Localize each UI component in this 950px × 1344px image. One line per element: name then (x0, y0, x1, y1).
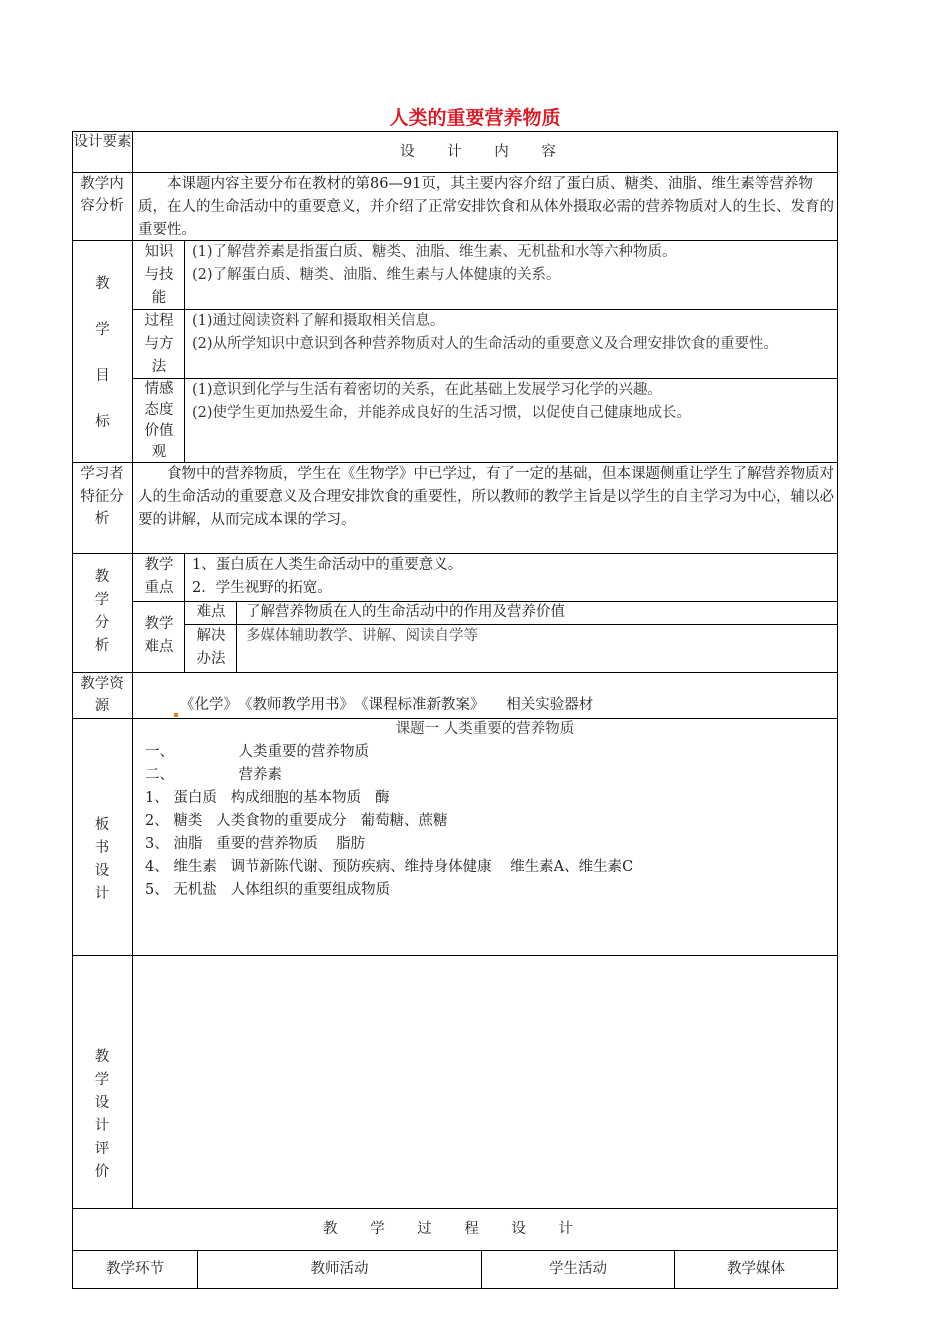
board-label: 板书设计 (94, 817, 110, 902)
header-design-content: 设 计 内 容 (400, 144, 570, 160)
content-analysis-text: 本课题内容主要分布在教材的第86—91页，其主要内容介绍了蛋白质、糖类、油脂、维生素等营养物质，在人的生命活动中的重要意义，并介绍了正常安排饮食和从体外摄取必需的营养物质对人的生长、发育的重要性。 (138, 176, 834, 238)
resources-text: 《化学》 《教师教学用书》 《课程标准新教案》 相关实验器材 (172, 694, 832, 717)
process-title: 教 学 过 程 设 计 (322, 1221, 588, 1237)
difficulty-label: 教学难点 (144, 616, 174, 655)
process-col-media: 教学媒体 (727, 1261, 785, 1277)
learner-text: 食物中的营养物质，学生在《生物学》中已学过，有了一定的基础，但本课题侧重让学生了解营养物质对人的生命活动的重要意义及合理安排饮食的重要性，所以教师的教学主旨是以学生的自主学习为中心，辅以必要的讲解，从而完成本课的学习。 (138, 466, 834, 528)
process-col-student: 学生活动 (549, 1261, 607, 1277)
objective-knowledge-label: 知识与技能 (144, 244, 174, 306)
resources-label: 教学资源 (80, 676, 124, 714)
board-lines: 一、 人类重要的营养物质 二、 营养素 1、 蛋白质 构成细胞的基本物质 酶 2、 糖类 人类食物的重要成分 葡萄糖、蔗糖 3、 油脂 重要的营养物质 脂肪 4、 维生素 调节新陈代谢、预防疾病、维持身体健康 维生素A、维生素C 5、 无机盐 人体组织的重要组成物质 (145, 744, 634, 898)
document-title: 人类的重要营养物质 (389, 107, 561, 129)
objective-attitude-text: (1)意识到化学与生活有着密切的关系，在此基础上发展学习化学的兴趣。 (2)使学生更加热爱生命，并能养成良好的生活习惯，以促使自己健康地成长。 (192, 382, 692, 421)
evaluation-label: 教学设计评价 (94, 1049, 110, 1180)
objective-attitude-label: 情感态度价值观 (144, 381, 174, 460)
process-col-teacher: 教师活动 (310, 1261, 369, 1277)
objective-process-label: 过程与方法 (144, 313, 174, 375)
difficulty-sub-label: 难点 (196, 604, 226, 620)
key-points-label: 教学重点 (144, 557, 174, 596)
analysis-label: 教学分析 (94, 569, 110, 654)
header-design-elements: 设计要素 (73, 134, 132, 150)
objective-process-text: (1)通过阅读资料了解和摄取相关信息。 (2)从所学知识中意识到各种营养物质对人的生命活动的重要意义及合理安排饮食的重要性。 (192, 313, 779, 352)
difficulty-text: 了解营养物质在人的生命活动中的作用及营养价值 (246, 604, 565, 620)
board-heading: 课题一 人类重要的营养物质 (395, 721, 575, 737)
learner-label: 学习者特征分析 (80, 466, 124, 527)
solution-text: 多媒体辅助教学、讲解、阅读自学等 (246, 628, 478, 644)
solution-label: 解决办法 (196, 628, 226, 667)
objective-knowledge-text: (1)了解营养素是指蛋白质、糖类、油脂、维生素、无机盐和水等六种物质。 (2)了解蛋白质、糖类、油脂、维生素与人体健康的关系。 (192, 244, 677, 283)
content-analysis-label: 教学内容分析 (80, 176, 124, 214)
key-points-text: 1、蛋白质在人类生命活动中的重要意义。 2．学生视野的拓宽。 (192, 557, 463, 596)
process-col-stage: 教学环节 (106, 1261, 164, 1277)
